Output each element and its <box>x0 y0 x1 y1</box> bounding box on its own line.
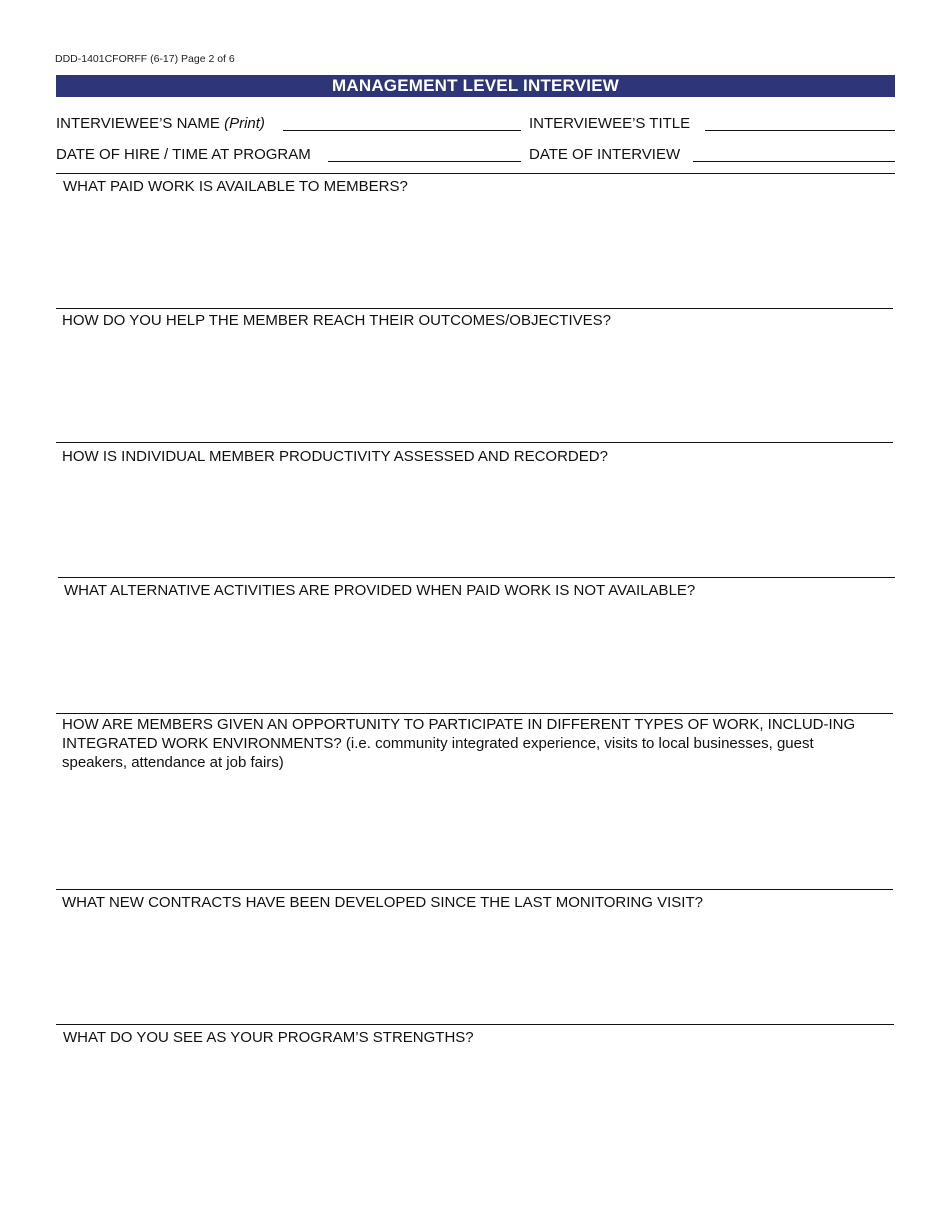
section-divider <box>56 308 893 309</box>
section-divider <box>56 889 893 890</box>
answer-paid-work[interactable] <box>63 197 888 305</box>
page-title: MANAGEMENT LEVEL INTERVIEW <box>56 75 895 97</box>
interviewee-name-label-text: INTERVIEWEE’S NAME <box>56 115 220 132</box>
answer-alternative-activities[interactable] <box>64 601 889 709</box>
form-id: DDD-1401CFORFF (6-17) Page 2 of 6 <box>55 53 235 65</box>
interviewee-name-field[interactable] <box>283 130 521 131</box>
answer-outcomes[interactable] <box>62 331 887 439</box>
interviewee-name-note: (Print) <box>224 115 265 132</box>
question-work-opportunities: HOW ARE MEMBERS GIVEN AN OPPORTUNITY TO PARTICIPATE IN DIFFERENT TYPES OF WORK, INCLUD-ING INTEGRATED WORK ENVIRONMENTS? (i.e. community integrated experience, visits to local businesses, guest speakers, attendance at job fairs) <box>62 716 856 771</box>
answer-strengths[interactable] <box>63 1048 888 1198</box>
date-of-interview-label: DATE OF INTERVIEW <box>529 146 681 163</box>
question-strengths: WHAT DO YOU SEE AS YOUR PROGRAM’S STRENGTHS? <box>63 1029 474 1046</box>
date-of-hire-label: DATE OF HIRE / TIME AT PROGRAM <box>56 146 311 163</box>
question-paid-work: WHAT PAID WORK IS AVAILABLE TO MEMBERS? <box>63 178 408 195</box>
interviewee-name-label <box>56 115 265 132</box>
answer-work-opportunities[interactable] <box>62 775 882 885</box>
interviewee-title-label: INTERVIEWEE’S TITLE <box>529 115 691 132</box>
section-divider <box>58 577 895 578</box>
question-alternative-activities: WHAT ALTERNATIVE ACTIVITIES ARE PROVIDED WHEN PAID WORK IS NOT AVAILABLE? <box>64 582 696 599</box>
section-divider <box>56 442 893 443</box>
date-of-interview-field[interactable] <box>693 161 895 162</box>
date-of-hire-field[interactable] <box>328 161 521 162</box>
question-new-contracts: WHAT NEW CONTRACTS HAVE BEEN DEVELOPED SINCE THE LAST MONITORING VISIT? <box>62 894 703 911</box>
answer-new-contracts[interactable] <box>62 913 887 1021</box>
section-divider <box>56 713 893 714</box>
question-productivity: HOW IS INDIVIDUAL MEMBER PRODUCTIVITY ASSESSED AND RECORDED? <box>62 448 608 465</box>
section-divider <box>56 173 895 174</box>
interviewee-title-field[interactable] <box>705 130 895 131</box>
question-outcomes: HOW DO YOU HELP THE MEMBER REACH THEIR OUTCOMES/OBJECTIVES? <box>62 312 611 329</box>
section-divider <box>56 1024 894 1025</box>
answer-productivity[interactable] <box>62 467 887 575</box>
